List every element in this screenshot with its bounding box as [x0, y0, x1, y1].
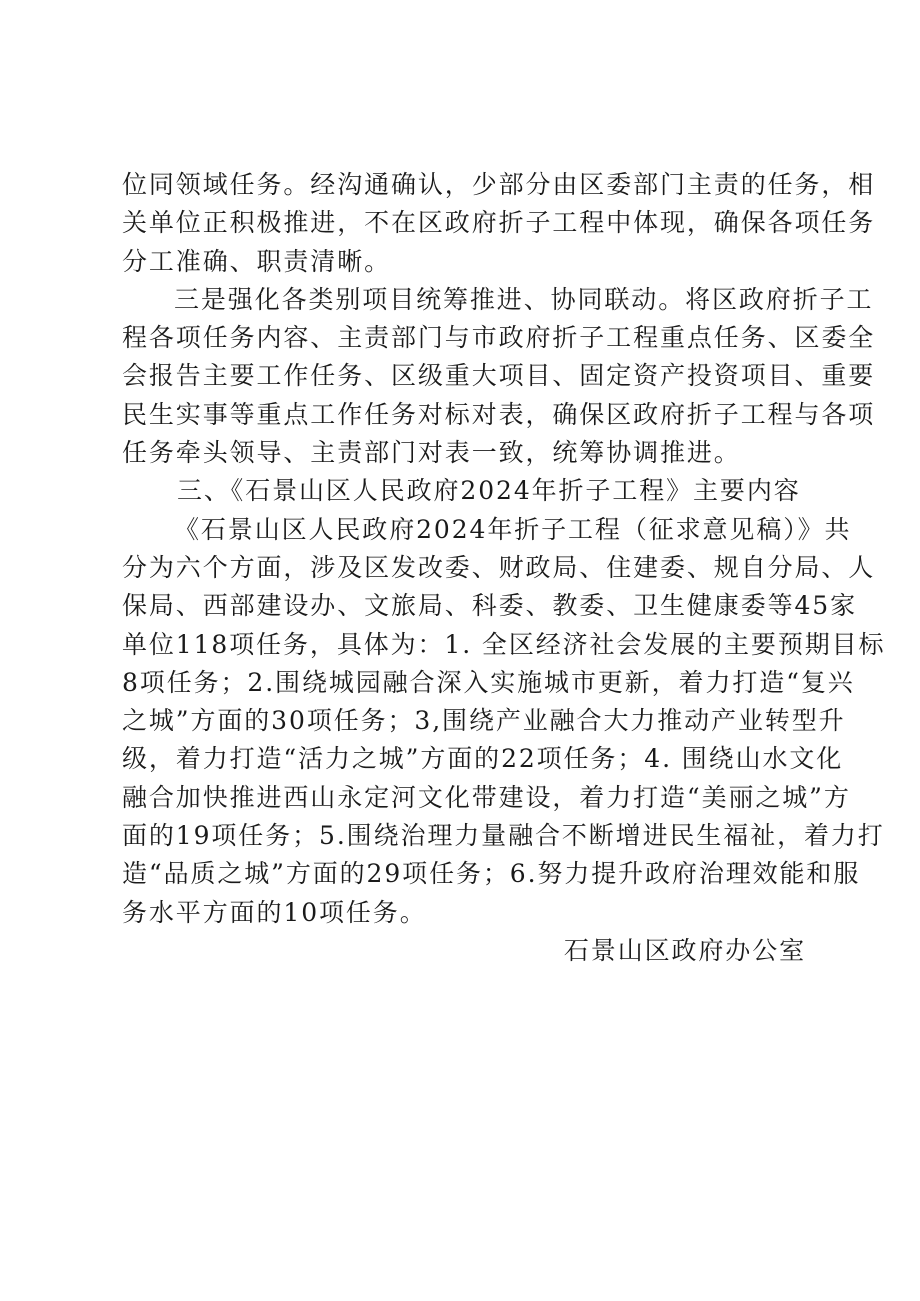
text-line: 民生实事等重点工作任务对标对表，确保区政府折子工程与各项 [122, 399, 876, 429]
text-line: 分工准确、职责清晰。 [122, 246, 392, 276]
document-body [122, 166, 886, 970]
text-line: 位同领域任务。经沟通确认，少部分由区委部门主责的任务，相 [122, 170, 876, 199]
text-line: 面的19项任务；5.围绕治理力量融合不断增进民生福祉，着力打 [122, 821, 885, 851]
text-line: 会报告主要工作任务、区级重大项目、固定资产投资项目、重要 [122, 361, 876, 391]
signature: 石景山区政府办公室 [563, 935, 806, 965]
text-line: 融合加快推进西山永定河文化带建设，着力打造“美丽之城”方 [122, 782, 851, 812]
text-line: 单位118项任务，具体为：1. 全区经济社会发展的主要预期目标 [122, 629, 886, 659]
text-line: 任务牵头领导、主责部门对表一致，统筹协调推进。 [122, 438, 741, 468]
text-line: 级，着力打造“活力之城”方面的22项任务；4. 围绕山水文化 [122, 744, 844, 774]
text-line: 之城”方面的30项任务；3,围绕产业融合大力推动产业转型升 [122, 706, 846, 736]
section-heading: 三、《石景山区人民政府2024年折子工程》主要内容 [177, 476, 801, 506]
text-line: 保局、西部建设办、文旅局、科委、教委、卫生健康委等45家 [122, 591, 858, 621]
text-line: 关单位正积极推进，不在区政府折子工程中体现，确保各项任务 [122, 208, 876, 238]
text-line: 8项任务；2.围绕城园融合深入实施城市更新，着力打造“复兴 [122, 667, 855, 697]
text-line: 造“品质之城”方面的29项任务；6.努力提升政府治理效能和服 [122, 859, 861, 889]
text-line: 分为六个方面，涉及区发改委、财政局、住建委、规自分局、人 [122, 552, 876, 582]
text-line: 务水平方面的10项任务。 [122, 897, 427, 927]
text-line: 三是强化各类别项目统筹推进、协同联动。将区政府折子工 [174, 284, 874, 314]
text-line: 程各项任务内容、主责部门与市政府折子工程重点任务、区委全 [122, 323, 876, 353]
text-line: 《石景山区人民政府2024年折子工程（征求意见稿）》共 [174, 514, 852, 544]
